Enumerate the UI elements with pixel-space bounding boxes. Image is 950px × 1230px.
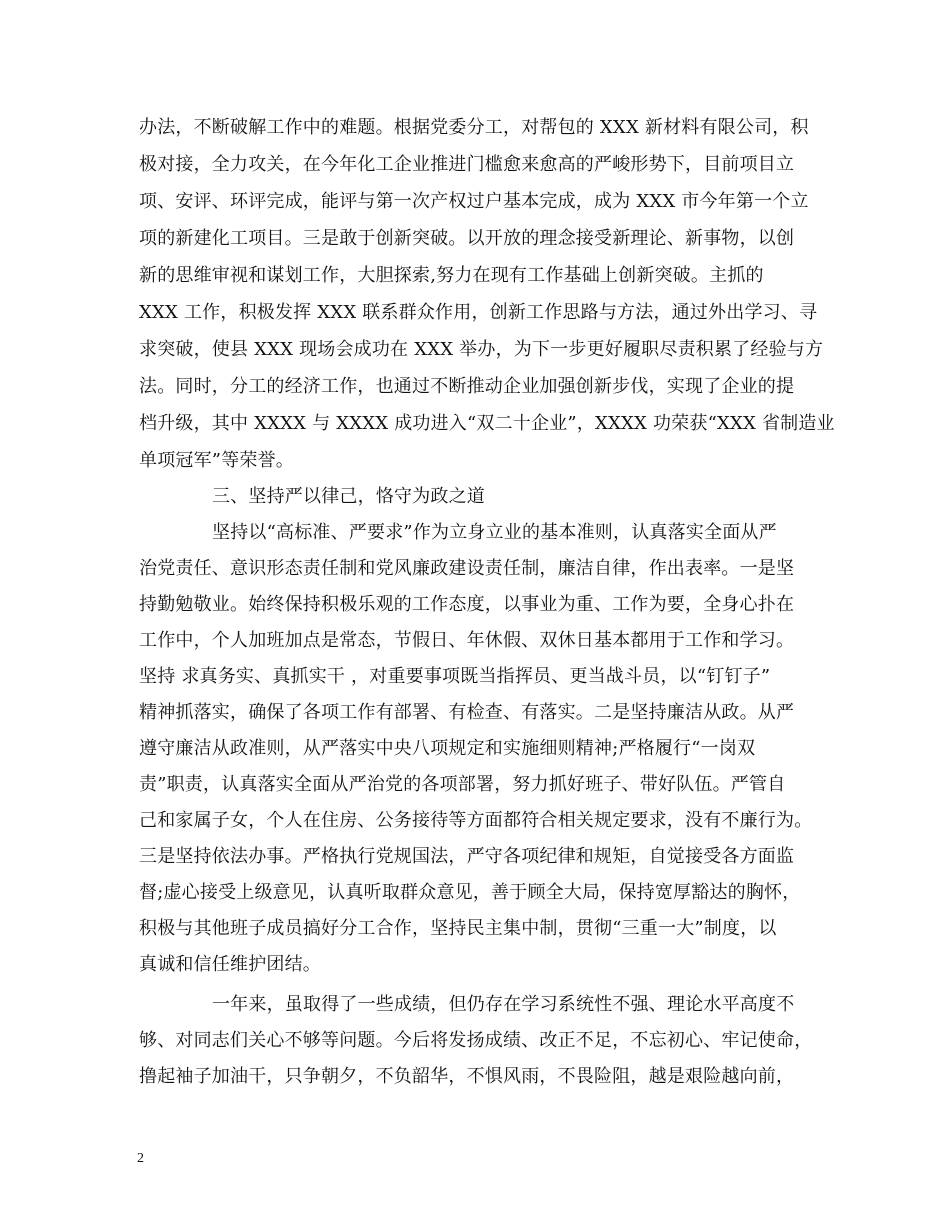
body-line-20: 己和家属子女，个人在住房、公务接待等方面都符合相关规定要求，没有不廉行为。 bbox=[139, 810, 813, 831]
body-line-10: 单项冠军”等荣誉。 bbox=[139, 450, 295, 471]
body-line-18: 遵守廉洁从政准则，从严落实中央八项规定和实施细则精神;严格履行“一岗双 bbox=[139, 738, 756, 759]
section-heading: 三、坚持严以律己，恪守为政之道 bbox=[212, 486, 485, 507]
body-line-8: 法。同时，分工的经济工作，也通过不断推动企业加强创新步伐，实现了企业的提 bbox=[139, 376, 795, 397]
body-line-13: 治党责任、意识形态责任制和党风廉政建设责任制，廉洁自律，作出表率。一是坚 bbox=[139, 558, 795, 579]
body-line-2: 极对接，全力攻关，在今年化工企业推进门槛愈来愈高的严峻形势下，目前项目立 bbox=[139, 154, 795, 175]
body-line-4: 项的新建化工项目。三是敢于创新突破。以开放的理念接受新理论、新事物，以创 bbox=[139, 228, 795, 249]
body-line-5: 新的思维审视和谋划工作，大胆探索,努力在现有工作基础上创新突破。主抓的 bbox=[139, 265, 764, 286]
body-line-21: 三是坚持依法办事。严格执行党规国法，严守各项纪律和规矩，自觉接受各方面监 bbox=[139, 846, 795, 867]
body-line-26: 够、对同志们关心不够等问题。今后将发扬成绩、改正不足，不忘初心、牢记使命， bbox=[139, 1030, 813, 1051]
body-line-25: 一年来，虽取得了一些成绩，但仍存在学习系统性不强、理论水平高度不 bbox=[212, 994, 795, 1015]
body-line-14: 持勤勉敬业。始终保持积极乐观的工作态度，以事业为重、工作为要，全身心扑在 bbox=[139, 594, 795, 615]
body-line-6: XXX 工作，积极发挥 XXX 联系群众作用，创新工作思路与方法，通过外出学习、寻 bbox=[139, 302, 818, 323]
body-line-1: 办法，不断破解工作中的难题。根据党委分工，对帮包的 XXX 新材料有限公司，积 bbox=[139, 117, 809, 138]
body-line-23: 积极与其他班子成员搞好分工合作，坚持民主集中制，贯彻“三重一大”制度，以 bbox=[139, 918, 777, 939]
body-line-16: 坚持 求真务实、真抓实干 ，对重要事项既当指挥员、更当战斗员，以“钉钉子” bbox=[139, 666, 771, 687]
body-line-19: 责”职责，认真落实全面从严治党的各项部署，努力抓好班子、带好队伍。严管自 bbox=[139, 774, 786, 795]
body-line-17: 精神抓落实，确保了各项工作有部署、有检查、有落实。二是坚持廉洁从政。从严 bbox=[139, 702, 795, 723]
body-line-27: 撸起袖子加油干，只争朝夕，不负韶华，不惧风雨，不畏险阻，越是艰险越向前， bbox=[139, 1066, 795, 1087]
body-line-3: 项、安评、环评完成，能评与第一次产权过户基本完成，成为 XXX 市今年第一个立 bbox=[139, 191, 809, 212]
page-number: 2 bbox=[137, 1151, 144, 1166]
body-line-22: 督;虚心接受上级意见，认真听取群众意见，善于顾全大局，保持宽厚豁达的胸怀， bbox=[139, 882, 801, 903]
body-line-24: 真诚和信任维护团结。 bbox=[139, 954, 321, 975]
body-line-12: 坚持以“高标准、严要求”作为立身立业的基本准则，认真落实全面从严 bbox=[212, 522, 777, 543]
body-line-7: 求突破，使县 XXX 现场会成功在 XXX 举办，为下一步更好履职尽责积累了经验与方 bbox=[139, 339, 824, 360]
body-line-15: 工作中，个人加班加点是常态，节假日、年休假、双休日基本都用于工作和学习。 bbox=[139, 630, 795, 651]
body-line-9: 档升级，其中 XXXX 与 XXXX 成功进入“双二十企业”，XXXX 功荣获“XXX 省制造业 bbox=[139, 413, 835, 434]
